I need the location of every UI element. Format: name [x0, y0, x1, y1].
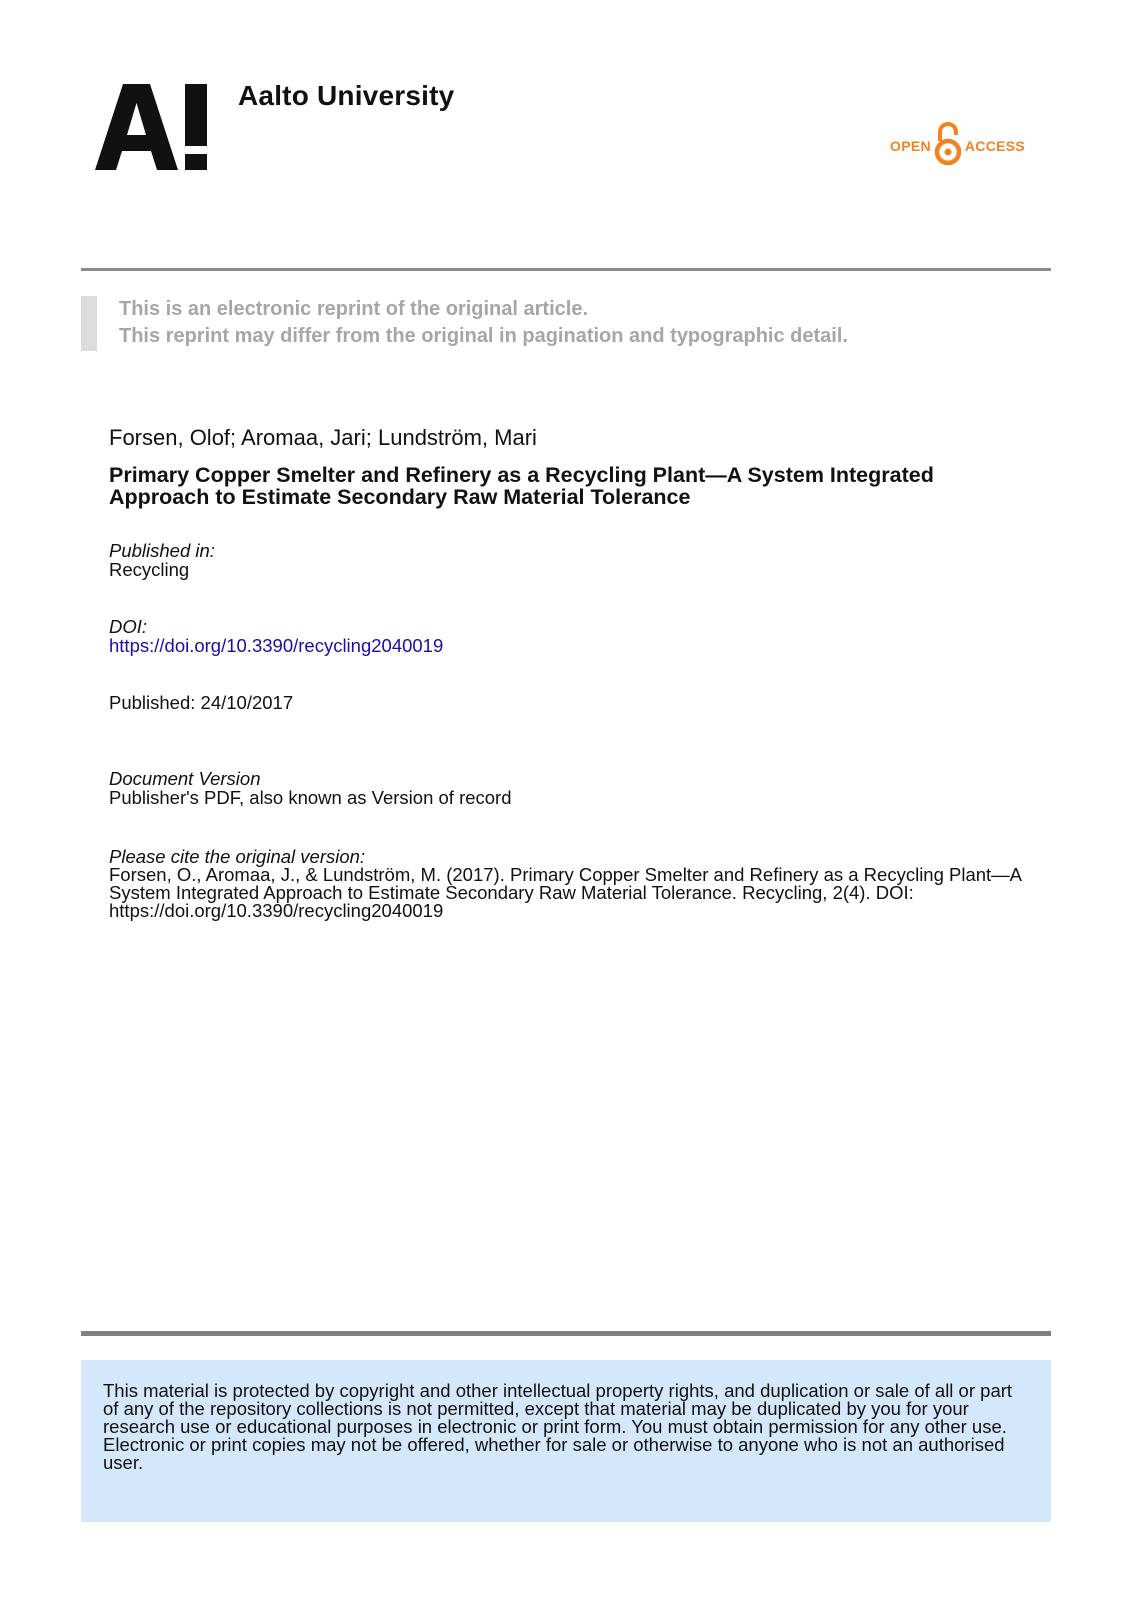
open-lock-icon: [934, 121, 962, 172]
authors: Forsen, Olof; Aromaa, Jari; Lundström, Mari: [109, 425, 537, 450]
cite-label: Please cite the original version:: [109, 846, 366, 867]
published-in-value: Recycling: [109, 559, 190, 580]
document-version-value: Publisher's PDF, also known as Version of record: [109, 787, 512, 808]
reprint-notice: [119, 296, 848, 350]
article-title: Primary Copper Smelter and Refinery as a Recycling Plant—A System Integrated Approach to Estimate Secondary Raw Material Tolerance: [109, 463, 934, 509]
open-access-right-word: ACCESS: [964, 138, 1026, 154]
citation-text: Forsen, O., Aromaa, J., & Lundström, M. (2017). Primary Copper Smelter and Refinery as a Recycling Plant—A System Integrated Approach to Estimate Secondary Raw Material Tolerance. Recycling, 2(4). DOI: https://doi.org/10.3390/recycling2040019: [109, 864, 1022, 921]
doi-label: DOI:: [109, 616, 148, 637]
reprint-notice-line-1: This is an electronic reprint of the original article.: [119, 298, 588, 320]
published-in-label: Published in:: [109, 540, 215, 561]
published-date: Published: 24/10/2017: [109, 692, 294, 713]
copyright-notice: This material is protected by copyright and other intellectual property rights, and duplication or sale of all or part of any of the repository collections is not permitted, except that material may be duplicated by you for your research use or educational purposes in electronic or print form. You must obtain permission for any other use. Electronic or print copies may not be offered, whether for sale or otherwise to anyone who is not an authorised user.: [103, 1380, 1013, 1473]
doi-link[interactable]: https://doi.org/10.3390/recycling2040019: [109, 635, 444, 656]
open-access-left-word: OPEN: [890, 138, 931, 154]
footer-divider: [81, 1331, 1051, 1336]
aalto-logo-graphic: [95, 84, 213, 170]
reprint-notice-line-2: This reprint may differ from the original in pagination and typographic detail.: [119, 325, 848, 347]
copyright-notice-box: [81, 1360, 1051, 1522]
document-version-label: Document Version: [109, 768, 261, 789]
header-divider: [81, 268, 1051, 271]
aalto-logo: [95, 84, 213, 175]
university-name: Aalto University: [238, 80, 455, 111]
open-access-badge: [890, 122, 1025, 170]
notice-accent-bar: [81, 296, 97, 351]
